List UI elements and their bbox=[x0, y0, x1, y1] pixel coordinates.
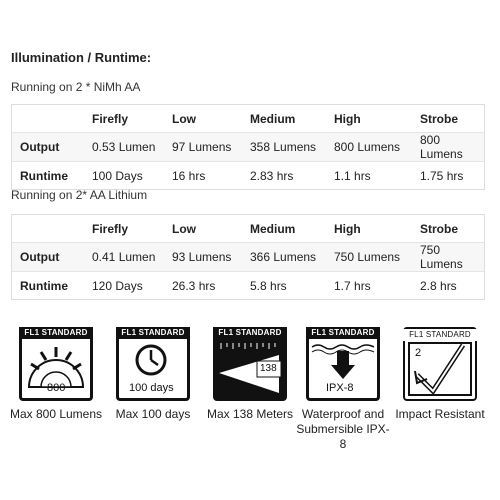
table-row bbox=[12, 243, 485, 272]
column-header: Firefly bbox=[92, 221, 129, 236]
column-header: Strobe bbox=[420, 111, 459, 126]
column-header: Low bbox=[172, 111, 196, 126]
row-label: Output bbox=[12, 243, 85, 272]
table-cell: 100 Days bbox=[84, 162, 164, 190]
runtime-table-lithium bbox=[11, 214, 485, 300]
badge-standard-label: FL1 STANDARD bbox=[116, 327, 190, 339]
table-1-title: Running on 2 * NiMh AA bbox=[11, 80, 141, 94]
lumens-badge bbox=[19, 327, 93, 401]
table-cell: 93 Lumens bbox=[164, 243, 242, 272]
table-row bbox=[12, 133, 485, 162]
table-cell: 750 Lumens bbox=[326, 243, 412, 272]
table-row bbox=[12, 272, 485, 300]
column-header bbox=[12, 105, 85, 133]
badge-caption: Max 800 Lumens bbox=[9, 407, 103, 421]
badge-value: 2 bbox=[415, 347, 422, 359]
table-cell: 800 Lumens bbox=[412, 133, 485, 162]
table-cell: 16 hrs bbox=[164, 162, 242, 190]
table-cell: 1.75 hrs bbox=[412, 162, 485, 190]
table-cell: 800 Lumens bbox=[326, 133, 412, 162]
column-header: Medium bbox=[250, 221, 296, 236]
table-cell: 26.3 hrs bbox=[164, 272, 242, 300]
table-cell: 750 Lumens bbox=[412, 243, 485, 272]
table-cell: 0.41 Lumen bbox=[84, 243, 164, 272]
badge-caption: Impact Resistant bbox=[395, 407, 485, 421]
row-label: Output bbox=[12, 133, 85, 162]
badge-caption: Max 100 days bbox=[115, 407, 191, 421]
table-cell: 5.8 hrs bbox=[242, 272, 326, 300]
table-2-title: Running on 2* AA Lithium bbox=[11, 188, 148, 202]
column-header: High bbox=[334, 221, 361, 236]
table-cell: 0.53 Lumen bbox=[84, 133, 164, 162]
table-cell: 97 Lumens bbox=[164, 133, 242, 162]
table-cell: 1.1 hrs bbox=[326, 162, 412, 190]
table-cell: 358 Lumens bbox=[242, 133, 326, 162]
row-label: Runtime bbox=[12, 162, 85, 190]
table-cell: 1.7 hrs bbox=[326, 272, 412, 300]
column-header: High bbox=[334, 111, 361, 126]
runtime-badge bbox=[116, 327, 190, 401]
beam-distance-badge bbox=[213, 327, 287, 401]
badge-value: IPX-8 bbox=[326, 382, 354, 394]
badge-caption: Waterproof and Submersible IPX-8 bbox=[296, 407, 390, 451]
column-header bbox=[12, 215, 85, 243]
badge-value: 138 bbox=[260, 363, 277, 374]
table-cell: 366 Lumens bbox=[242, 243, 326, 272]
table-cell: 120 Days bbox=[84, 272, 164, 300]
table-row bbox=[12, 162, 485, 190]
badge-value: 100 days bbox=[129, 382, 174, 394]
badge-standard-label: FL1 STANDARD bbox=[403, 329, 477, 341]
row-label: Runtime bbox=[12, 272, 85, 300]
badge-standard-label: FL1 STANDARD bbox=[19, 327, 93, 339]
column-header: Firefly bbox=[92, 111, 129, 126]
table-cell: 2.83 hrs bbox=[242, 162, 326, 190]
runtime-table-nimh bbox=[11, 104, 485, 190]
impact-badge bbox=[403, 327, 477, 401]
section-heading: Illumination / Runtime: bbox=[11, 50, 152, 65]
table-cell: 2.8 hrs bbox=[412, 272, 485, 300]
column-header: Strobe bbox=[420, 221, 459, 236]
column-header: Medium bbox=[250, 111, 296, 126]
badge-standard-label: FL1 STANDARD bbox=[306, 327, 380, 339]
badge-caption: Max 138 Meters bbox=[206, 407, 294, 421]
badge-standard-label: FL1 STANDARD bbox=[213, 327, 287, 339]
waterproof-badge bbox=[306, 327, 380, 401]
column-header: Low bbox=[172, 221, 196, 236]
badge-value: 800 bbox=[47, 382, 66, 394]
